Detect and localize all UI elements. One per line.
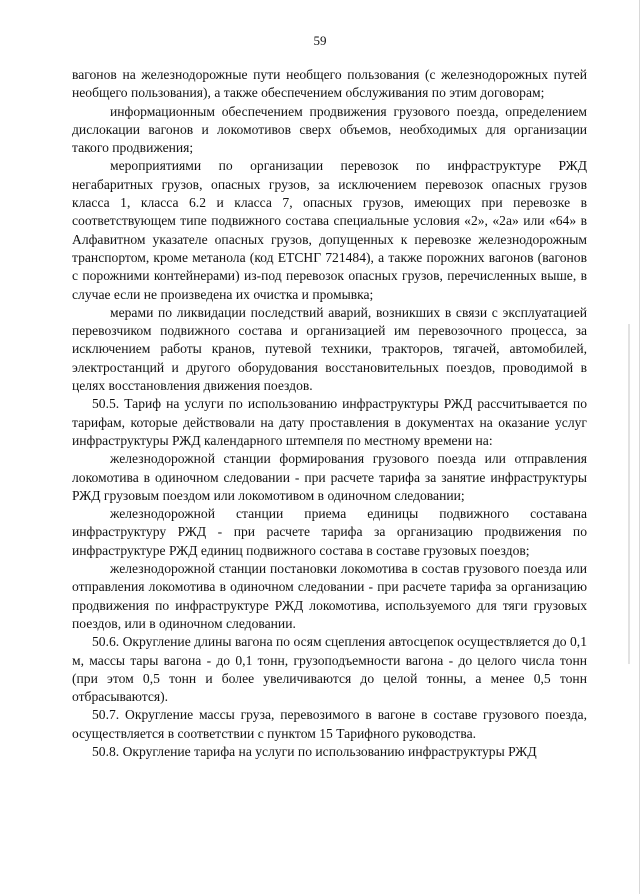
- clause-50-6: 50.6. Округление длины вагона по осям сцепления автосцепок осуществляется до 0,1 м, массы тары вагона - до 0,1 тонн, грузоподъемности вагона - до целого числа тонн (при этом 0,5 тонн и более увеличиваются до целой тонны, а менее 0,5 тонн отбрасываются).: [72, 634, 587, 705]
- clause-50-8: 50.8. Округление тарифа на услуги по использованию инфраструктуры РЖД: [92, 743, 537, 759]
- paragraph-receiving-station: железнодорожной станции приема единицы подвижного составана инфраструктуру РЖД - при расчете тарифа за организацию продвижения по инфраструктуре РЖД единиц подвижного состава в составе грузовых поездов;: [72, 506, 587, 558]
- paragraph-formation-station: железнодорожной станции формирования грузового поезда или отправления локомотива в одиночном следовании - при расчете тарифа за занятие инфраструктуры РЖД грузовым поездом или локомотивом в одиночном следовании;: [72, 451, 587, 503]
- paragraph-dangerous-goods-measures: мероприятиями по организации перевозок по инфраструктуре РЖД негабаритных грузов, опасных грузов, за исключением перевозок опасных грузов класса 1, класса 6.2 и класса 7, опасных грузов, имеющих при перевозке в соответствующем типе подвижного состава специальные условия «2», «2а» или «64» в Алфавитном указателе опасных грузов, допущенных к перевозке железнодорожным транспортом, кроме метанола (код ЕТСНГ 721484), а также порожних вагонов (вагонов с порожними контейнерами) из-под перевозок опасных грузов, перечисленных выше, в случае если не произведена их очистка и промывка;: [72, 158, 587, 302]
- paragraph-accident-liquidation: мерами по ликвидации последствий аварий, возникших в связи с эксплуатацией перевозчиком подвижного состава и организацией им перевозочного процесса, за исключением работы кранов, путевой техники, тракторов, тягачей, автомобилей, электростанций и другого оборудования восстановительных поездов, проводимой в целях восстановления движения поездов.: [72, 304, 587, 394]
- clause-50-5: 50.5. Тариф на услуги по использованию инфраструктуры РЖД рассчитывается по тарифам, которые действовали на дату проставления в документах на оказание услуг инфраструктуры РЖД календарного штемпеля по местному времени на:: [72, 396, 587, 448]
- paragraph-information-support: информационным обеспечением продвижения грузового поезда, определением дислокации вагонов и локомотивов сверх объемов, необходимых для организации такого продвижения;: [72, 103, 587, 156]
- clause-50-7: 50.7. Округление массы груза, перевозимого в вагоне в составе грузового поезда, осуществляется в соответствии с пунктом 15 Тарифного руководства.: [72, 707, 587, 741]
- page-number: 59: [313, 33, 327, 48]
- document-body: [72, 66, 587, 761]
- paragraph-locomotive-station: железнодорожной станции постановки локомотива в состав грузового поезда или отправления локомотива в одиночном следовании - при расчете тарифа за организацию продвижения по инфраструктуре РЖД локомотива, используемого для тяги грузовых поездов, или в одиночном следовании.: [72, 561, 587, 631]
- scan-margin-mark: [628, 324, 630, 664]
- paragraph-access-tracks-continuation: вагонов на железнодорожные пути необщего пользования (с железнодорожных путей необщего пользования), а также обеспечением обслуживания по этим договорам;: [72, 67, 587, 101]
